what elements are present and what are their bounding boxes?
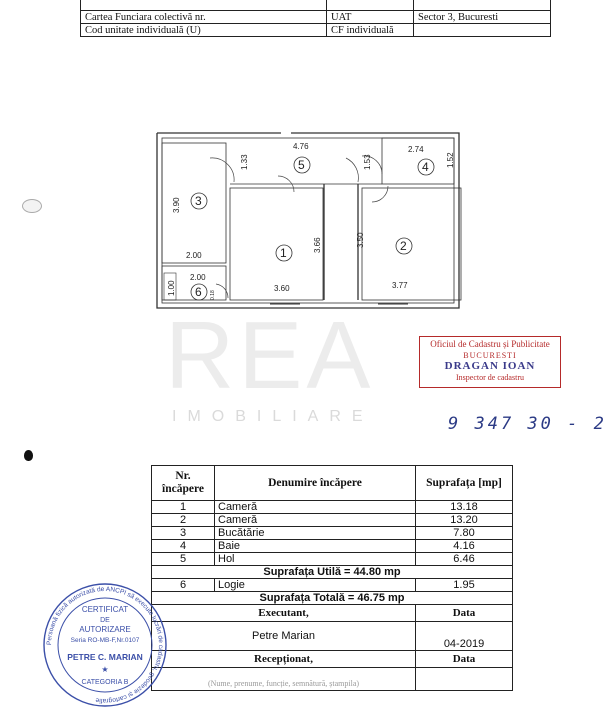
dim-label: 3.66: [313, 237, 322, 253]
room-nr: 6: [152, 579, 215, 592]
room-number: 3: [195, 194, 202, 208]
room-area: 7.80: [416, 527, 513, 540]
date-label: Data: [416, 605, 513, 622]
watermark-tagline: IMOBILIARE: [172, 408, 374, 425]
stamp-line: Oficiul de Cadastru și Publicitate: [430, 339, 550, 349]
date-label-2: Data: [416, 651, 513, 668]
table-row: [152, 579, 513, 592]
room-number: 1: [280, 246, 287, 260]
uat-value: Sector 3, Bucuresti: [414, 11, 551, 24]
star-icon: ★: [101, 665, 109, 674]
certification-stamp: [40, 580, 170, 710]
dim-label: 3.77: [392, 281, 408, 290]
handwritten-number: 9 347 30 - 2: [448, 414, 607, 434]
dim-label: 3.50: [356, 232, 365, 248]
room-number: 4: [422, 160, 429, 174]
dim-label: 1.33: [240, 154, 249, 170]
surface-table: [151, 465, 513, 691]
stamp-name: PETRE C. MARIAN: [67, 652, 143, 662]
room-nr: 3: [152, 527, 215, 540]
executant-name: Petre Marian: [152, 622, 416, 651]
unit-code-label: Cod unitate individuală (U): [81, 24, 327, 37]
room-area: 4.16: [416, 540, 513, 553]
floor-plan: [150, 128, 468, 318]
table-row: [152, 514, 513, 527]
room-nr: 5: [152, 553, 215, 566]
stamp-line: Seria RO-MB-F,Nr.0107: [70, 637, 140, 644]
col-header-nr: Nr. încăpere: [152, 466, 215, 501]
watermark-logo: REA: [165, 302, 375, 409]
cell: [414, 24, 551, 37]
stamp-line: BUCURESTI: [463, 351, 517, 360]
useful-surface: Suprafața Utilă = 44.80 mp: [152, 566, 513, 579]
executant-date: 04-2019: [416, 622, 513, 651]
uat-label: UAT: [327, 11, 414, 24]
cf-collective-label: Cartea Funciara colectivă nr.: [81, 11, 327, 24]
room-name: Baie: [215, 540, 416, 553]
room-number: 5: [298, 158, 305, 172]
dim-label: 1.53: [363, 154, 372, 170]
stamp-line: CERTIFICAT: [81, 605, 129, 614]
room-name: Logie: [215, 579, 416, 592]
col-header-name: Denumire încăpere: [215, 466, 416, 501]
room-name: Cameră: [215, 514, 416, 527]
header-info-table: [80, 0, 551, 37]
dim-label: 1.00: [167, 280, 176, 296]
table-row: [152, 540, 513, 553]
dim-label: 2.00: [190, 273, 206, 282]
room-nr: 1: [152, 501, 215, 514]
dim-label: 1.52: [446, 152, 455, 168]
cell: [81, 0, 327, 11]
dim-label: 2.00: [186, 251, 202, 260]
cf-individual-label: CF individuală: [327, 24, 414, 37]
stamp-role: Inspector de cadastru: [456, 373, 524, 382]
dim-label: 3.90: [172, 197, 181, 213]
room-nr: 2: [152, 514, 215, 527]
col-header-area: Suprafața [mp]: [416, 466, 513, 501]
bullet-mark: [24, 450, 33, 461]
cell: [327, 0, 414, 11]
dim-label: 4.76: [293, 142, 309, 151]
dim-label: 2.74: [408, 145, 424, 154]
room-name: Bucătărie: [215, 527, 416, 540]
official-stamp: [419, 336, 561, 388]
table-row: [152, 553, 513, 566]
table-row: [152, 527, 513, 540]
room-nr: 4: [152, 540, 215, 553]
executant-label: Executant,: [152, 605, 416, 622]
room-number: 6: [195, 285, 202, 299]
cell: [416, 668, 513, 691]
room-area: 6.46: [416, 553, 513, 566]
stamp-name: DRAGAN IOAN: [444, 360, 536, 372]
receptionat-label: Recepționat,: [152, 651, 416, 668]
dim-label: 0.18: [210, 290, 216, 300]
room-area: 13.18: [416, 501, 513, 514]
stamp-category: CATEGORIA B: [81, 679, 129, 686]
room-area: 13.20: [416, 514, 513, 527]
room-number: 2: [400, 239, 407, 253]
dim-label: 3.60: [274, 284, 290, 293]
room-area: 1.95: [416, 579, 513, 592]
stamp-line: AUTORIZARE: [79, 625, 131, 634]
room-name: Hol: [215, 553, 416, 566]
total-surface: Suprafața Totală = 46.75 mp: [152, 592, 513, 605]
cell: [414, 0, 551, 11]
svg-text:Persoană fizică autorizată de: [46, 586, 164, 704]
stamp-ring-text: Persoană fizică autorizată de ANCPI să execute lucrări de cadastru, geodezie și cartografie: [45, 585, 165, 705]
room-name: Cameră: [215, 501, 416, 514]
table-row: [152, 501, 513, 514]
scan-mark: [22, 199, 42, 213]
signature-hint: (Nume, prenume, funcție, semnătură, ștampila): [152, 668, 416, 691]
stamp-line: DE: [100, 617, 110, 624]
